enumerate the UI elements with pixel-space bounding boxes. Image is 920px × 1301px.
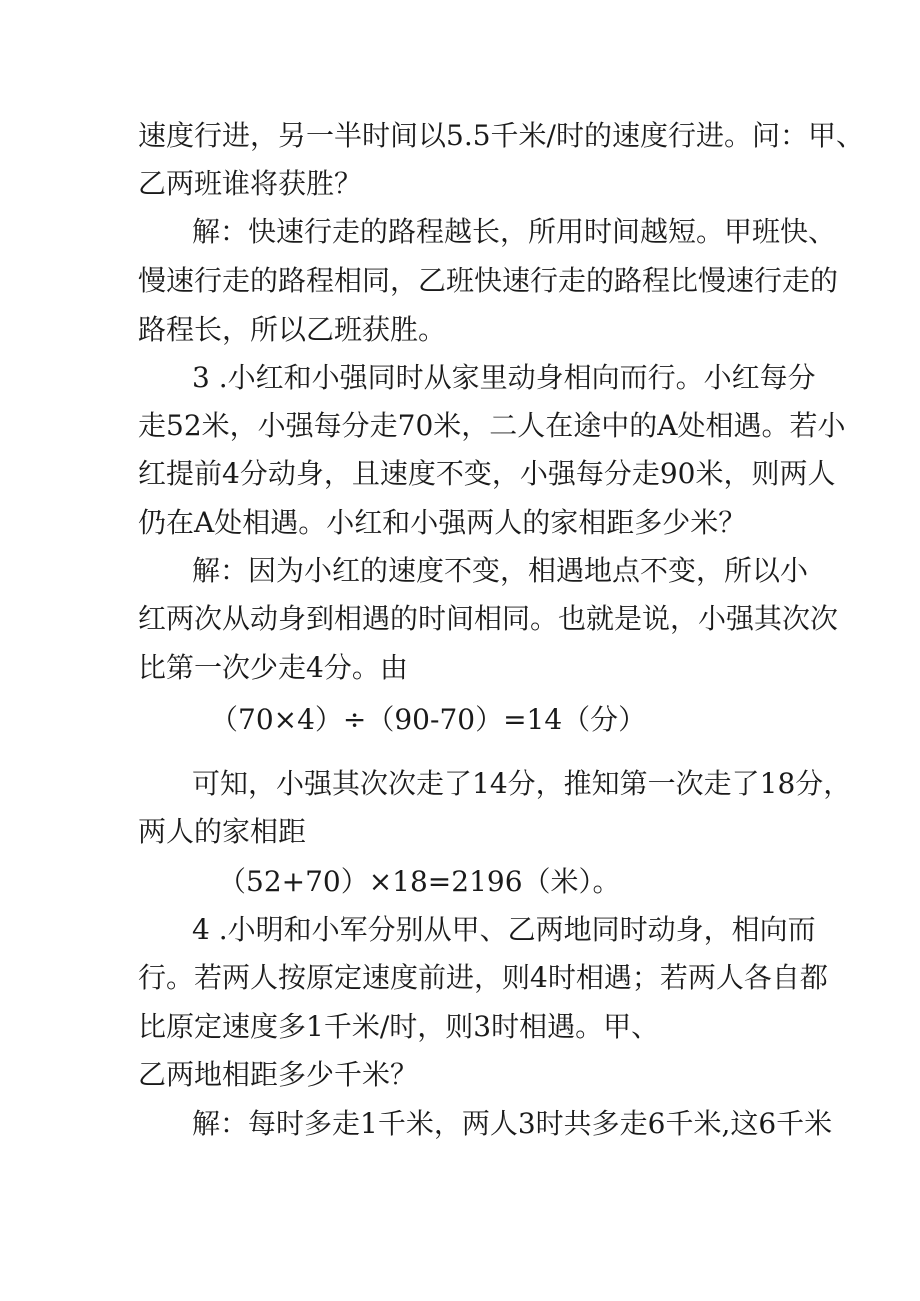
equation-line: （52+70）×18=2196（米）。 <box>218 865 621 898</box>
solution-line: 解：快速行走的路程越长，所用时间越短。甲班快、 <box>192 215 837 248</box>
text-line: 比第一次少走4分。由 <box>138 651 408 684</box>
text-line: 路程长，所以乙班获胜。 <box>138 313 447 346</box>
text-line: 慢速行走的路程相同，乙班快速行走的路程比慢速行走的 <box>138 264 839 297</box>
text-line: 速度行进，另一半时间以5.5千米/时的速度行进。问：甲、 <box>138 119 864 152</box>
equation-line: （70×4）÷（90-70）=14（分） <box>210 703 647 736</box>
text-line: 比原定速度多1千米/时，则3时相遇。甲、 <box>138 1010 660 1043</box>
problem-4-line: 4 .小明和小军分别从甲、乙两地同时动身，相向而 <box>192 913 816 946</box>
solution-line: 解：每时多走1千米，两人3时共多走6千米,这6千米 <box>192 1107 833 1140</box>
text-line: 走52米，小强每分走70米，二人在途中的A处相遇。若小 <box>138 409 846 442</box>
solution-line: 解：因为小红的速度不变，相遇地点不变，所以小 <box>192 554 809 587</box>
text-line: 乙两班谁将获胜？ <box>138 167 363 200</box>
text-line: 两人的家相距 <box>138 815 307 848</box>
text-line: 乙两地相距多少千米？ <box>138 1058 419 1091</box>
problem-3-line: 3 .小红和小强同时从家里动身相向而行。小红每分 <box>192 361 816 394</box>
text-line: 可知，小强其次次走了14分，推知第一次走了18分， <box>192 767 852 800</box>
text-line: 红两次从动身到相遇的时间相同。也就是说，小强其次次 <box>138 602 839 635</box>
text-line: 行。若两人按原定速度前进，则4时相遇；若两人各自都 <box>138 961 828 994</box>
text-line: 仍在A处相遇。小红和小强两人的家相距多少米？ <box>138 506 747 539</box>
text-line: 红提前4分动身，且速度不变，小强每分走90米，则两人 <box>138 457 836 490</box>
